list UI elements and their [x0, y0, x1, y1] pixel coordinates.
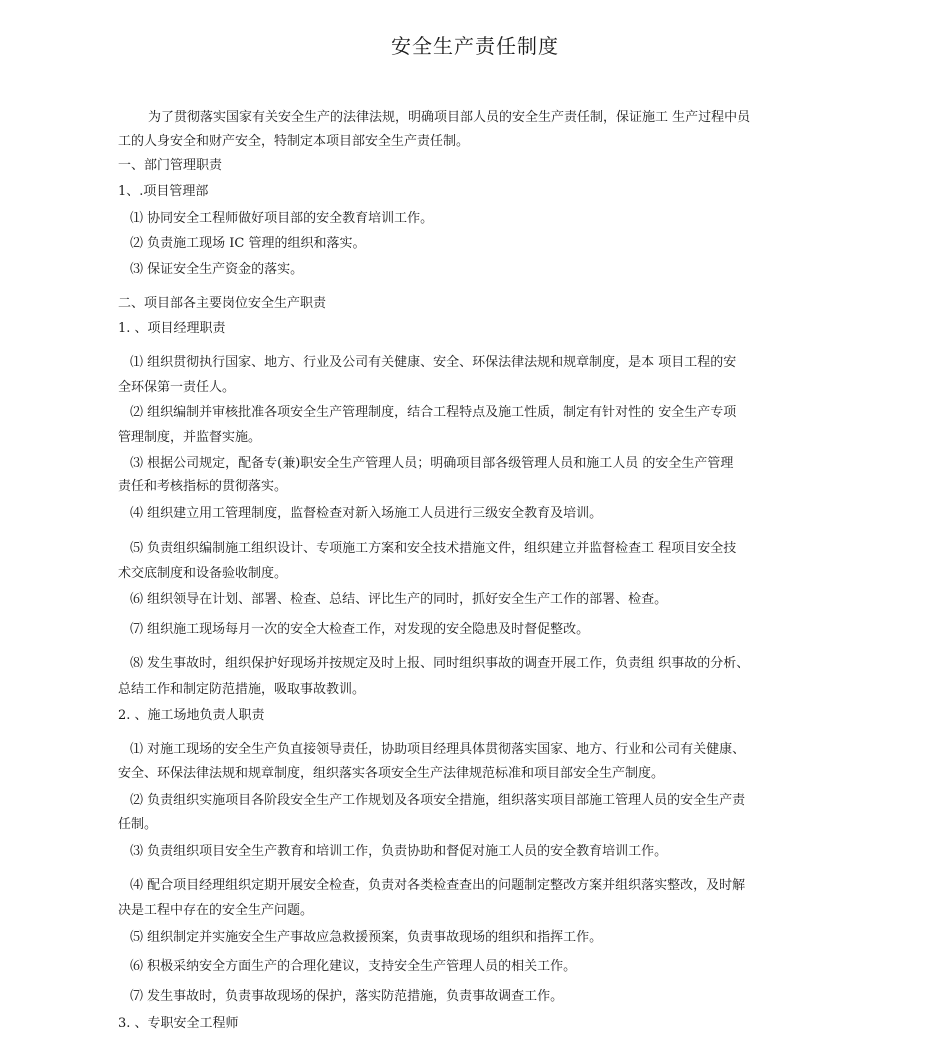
subsection-heading-2-1: 1. 、项目经理职责	[118, 321, 226, 336]
list-item: ⑶ 根据公司规定，配备专(兼)职安全生产管理人员；明确项目部各级管理人员和施工人员 的安全生产管理	[130, 456, 734, 471]
list-item: ⑸ 负责组织编制施工组织设计、专项施工方案和安全技术措施文件，组织建立并监督检查工 程项目安全技	[130, 541, 737, 556]
list-item-continuation: 安全、环保法律法规和规章制度，组织落实各项安全生产法律规范标准和项目部安全生产制度。	[118, 766, 665, 781]
intro-line-2: 工的人身安全和财产安全，特制定本项目部安全生产责任制。	[118, 134, 470, 149]
list-item: ⑴ 组织贯彻执行国家、地方、行业及公司有关健康、安全、环保法律法规和规章制度，是本 项目工程的安	[130, 355, 737, 370]
list-item-continuation: 任制。	[118, 817, 158, 832]
list-item-continuation: 总结工作和制定防范措施，吸取事故教训。	[118, 682, 366, 697]
list-item: ⑵ 负责施工现场 IC 管理的组织和落实。	[130, 236, 366, 251]
document-title: 安全生产责任制度	[391, 34, 559, 58]
subsection-heading-1-1: 1、.项目管理部	[118, 184, 209, 199]
section-heading-1: 一、部门管理职责	[118, 158, 223, 173]
list-item: ⑵ 负责组织实施项目各阶段安全生产工作规划及各项安全措施，组织落实项目部施工管理人员的安全生产责	[130, 793, 746, 808]
section-heading-2: 二、项目部各主要岗位安全生产职责	[118, 296, 327, 311]
subsection-heading-2-3: 3. 、专职安全工程师	[118, 1016, 239, 1031]
list-item: ⑴ 对施工现场的安全生产负直接领导责任，协助项目经理具体贯彻落实国家、地方、行业和公司有关健康、	[130, 742, 746, 757]
list-item: ⑷ 配合项目经理组织定期开展安全检查，负责对各类检查查出的问题制定整改方案并组织落实整改，及时解	[130, 878, 746, 893]
list-item: ⑹ 组织领导在计划、部署、检查、总结、评比生产的同时，抓好安全生产工作的部署、检查。	[130, 592, 668, 607]
list-item: ⑹ 积极采纳安全方面生产的合理化建议，支持安全生产管理人员的相关工作。	[130, 959, 577, 974]
intro-line-1: 为了贯彻落实国家有关安全生产的法律法规，明确项目部人员的安全生产责任制，保证施工 生产过程中员	[148, 110, 751, 125]
subsection-heading-2-2: 2. 、施工场地负责人职责	[118, 708, 265, 723]
list-item-continuation: 责任和考核指标的贯彻落实。	[118, 479, 288, 494]
list-item: ⑶ 负责组织项目安全生产教育和培训工作，负责协助和督促对施工人员的安全教育培训工作。	[130, 844, 668, 859]
list-item: ⑶ 保证安全生产资金的落实。	[130, 262, 304, 277]
list-item: ⑺ 发生事故时，负责事故现场的保护，落实防范措施，负责事故调查工作。	[130, 989, 564, 1004]
list-item-continuation: 全环保第一责任人。	[118, 380, 236, 395]
list-item: ⑺ 组织施工现场每月一次的安全大检查工作，对发现的安全隐患及时督促整改。	[130, 622, 590, 637]
list-item-continuation: 决是工程中存在的安全生产问题。	[118, 903, 314, 918]
list-item: ⑴ 协同安全工程师做好项目部的安全教育培训工作。	[130, 211, 434, 226]
list-item: ⑷ 组织建立用工管理制度，监督检查对新入场施工人员进行三级安全教育及培训。	[130, 506, 603, 521]
list-item-continuation: 管理制度，并监督实施。	[118, 430, 262, 445]
list-item: ⑻ 发生事故时，组织保护好现场并按规定及时上报、同时组织事故的调查开展工作，负责组 织事故的分析、	[130, 656, 750, 671]
list-item: ⑸ 组织制定并实施安全生产事故应急救援预案，负责事故现场的组织和指挥工作。	[130, 930, 603, 945]
list-item: ⑵ 组织编制并审核批准各项安全生产管理制度，结合工程特点及施工性质，制定有针对性的 安全生产专项	[130, 405, 737, 420]
list-item-continuation: 术交底制度和设备验收制度。	[118, 566, 288, 581]
